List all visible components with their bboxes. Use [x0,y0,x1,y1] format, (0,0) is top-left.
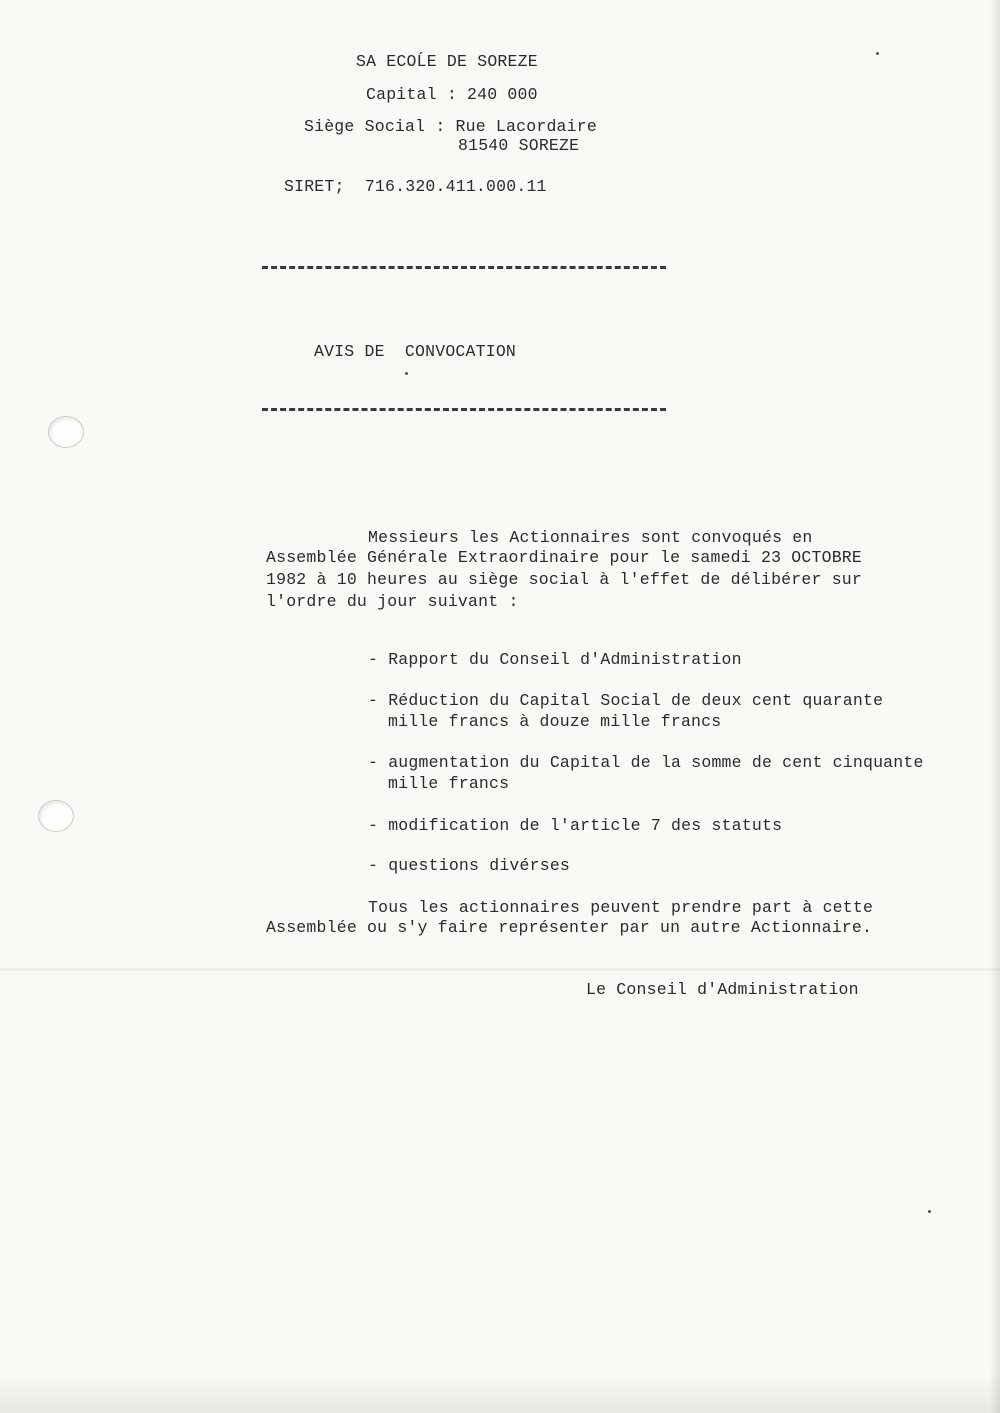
siege-social-line: Siège Social : Rue Lacordaire [304,117,597,136]
speck [876,52,879,55]
closing-line-1: Tous les actionnaires peuvent prendre part à cette [368,898,874,917]
intro-line-1: Messieurs les Actionnaires sont convoqués en [368,528,813,547]
agenda-item-2: - Réduction du Capital Social de deux cent quarante [368,691,884,710]
page-title: AVIS DE CONVOCATION [314,342,517,361]
intro-line-4: l'ordre du jour suivant : [266,592,519,611]
agenda-item-1: - Rapport du Conseil d'Administration [368,650,742,669]
paper-bottom-shadow [0,1373,1000,1413]
capital-line: Capital : 240 000 [366,85,538,104]
intro-line-2: Assemblée Générale Extraordinaire pour le samedi 23 OCTOBRE [266,548,862,567]
signature: Le Conseil d'Administration [586,980,859,999]
agenda-item-3-cont: mille francs [388,774,510,793]
top-rule [262,266,666,269]
bottom-rule [262,408,666,411]
agenda-item-5: - questions divérses [368,856,571,875]
punch-hole-bottom [38,800,74,832]
siret-line: SIRET; 716.320.411.000.11 [284,177,547,196]
paper-edge-shadow [990,0,1000,1413]
closing-line-2: Assemblée ou s'y faire représenter par un autre Actionnaire. [266,918,873,937]
agenda-item-4: - modification de l'article 7 des statuts [368,816,783,835]
agenda-item-3: - augmentation du Capital de la somme de cent cinquante [368,753,924,772]
paper-fold [0,968,1000,971]
punch-hole-top [48,416,84,448]
intro-line-3: 1982 à 10 heures au siège social à l'effet de délibérer sur [266,570,862,589]
siege-city-line: 81540 SOREZE [458,136,580,155]
speck [928,1210,931,1213]
agenda-item-2-cont: mille francs à douze mille francs [388,712,722,731]
speck [405,372,408,375]
company-name: SA ECOĹE DE SOREZE [356,52,538,71]
